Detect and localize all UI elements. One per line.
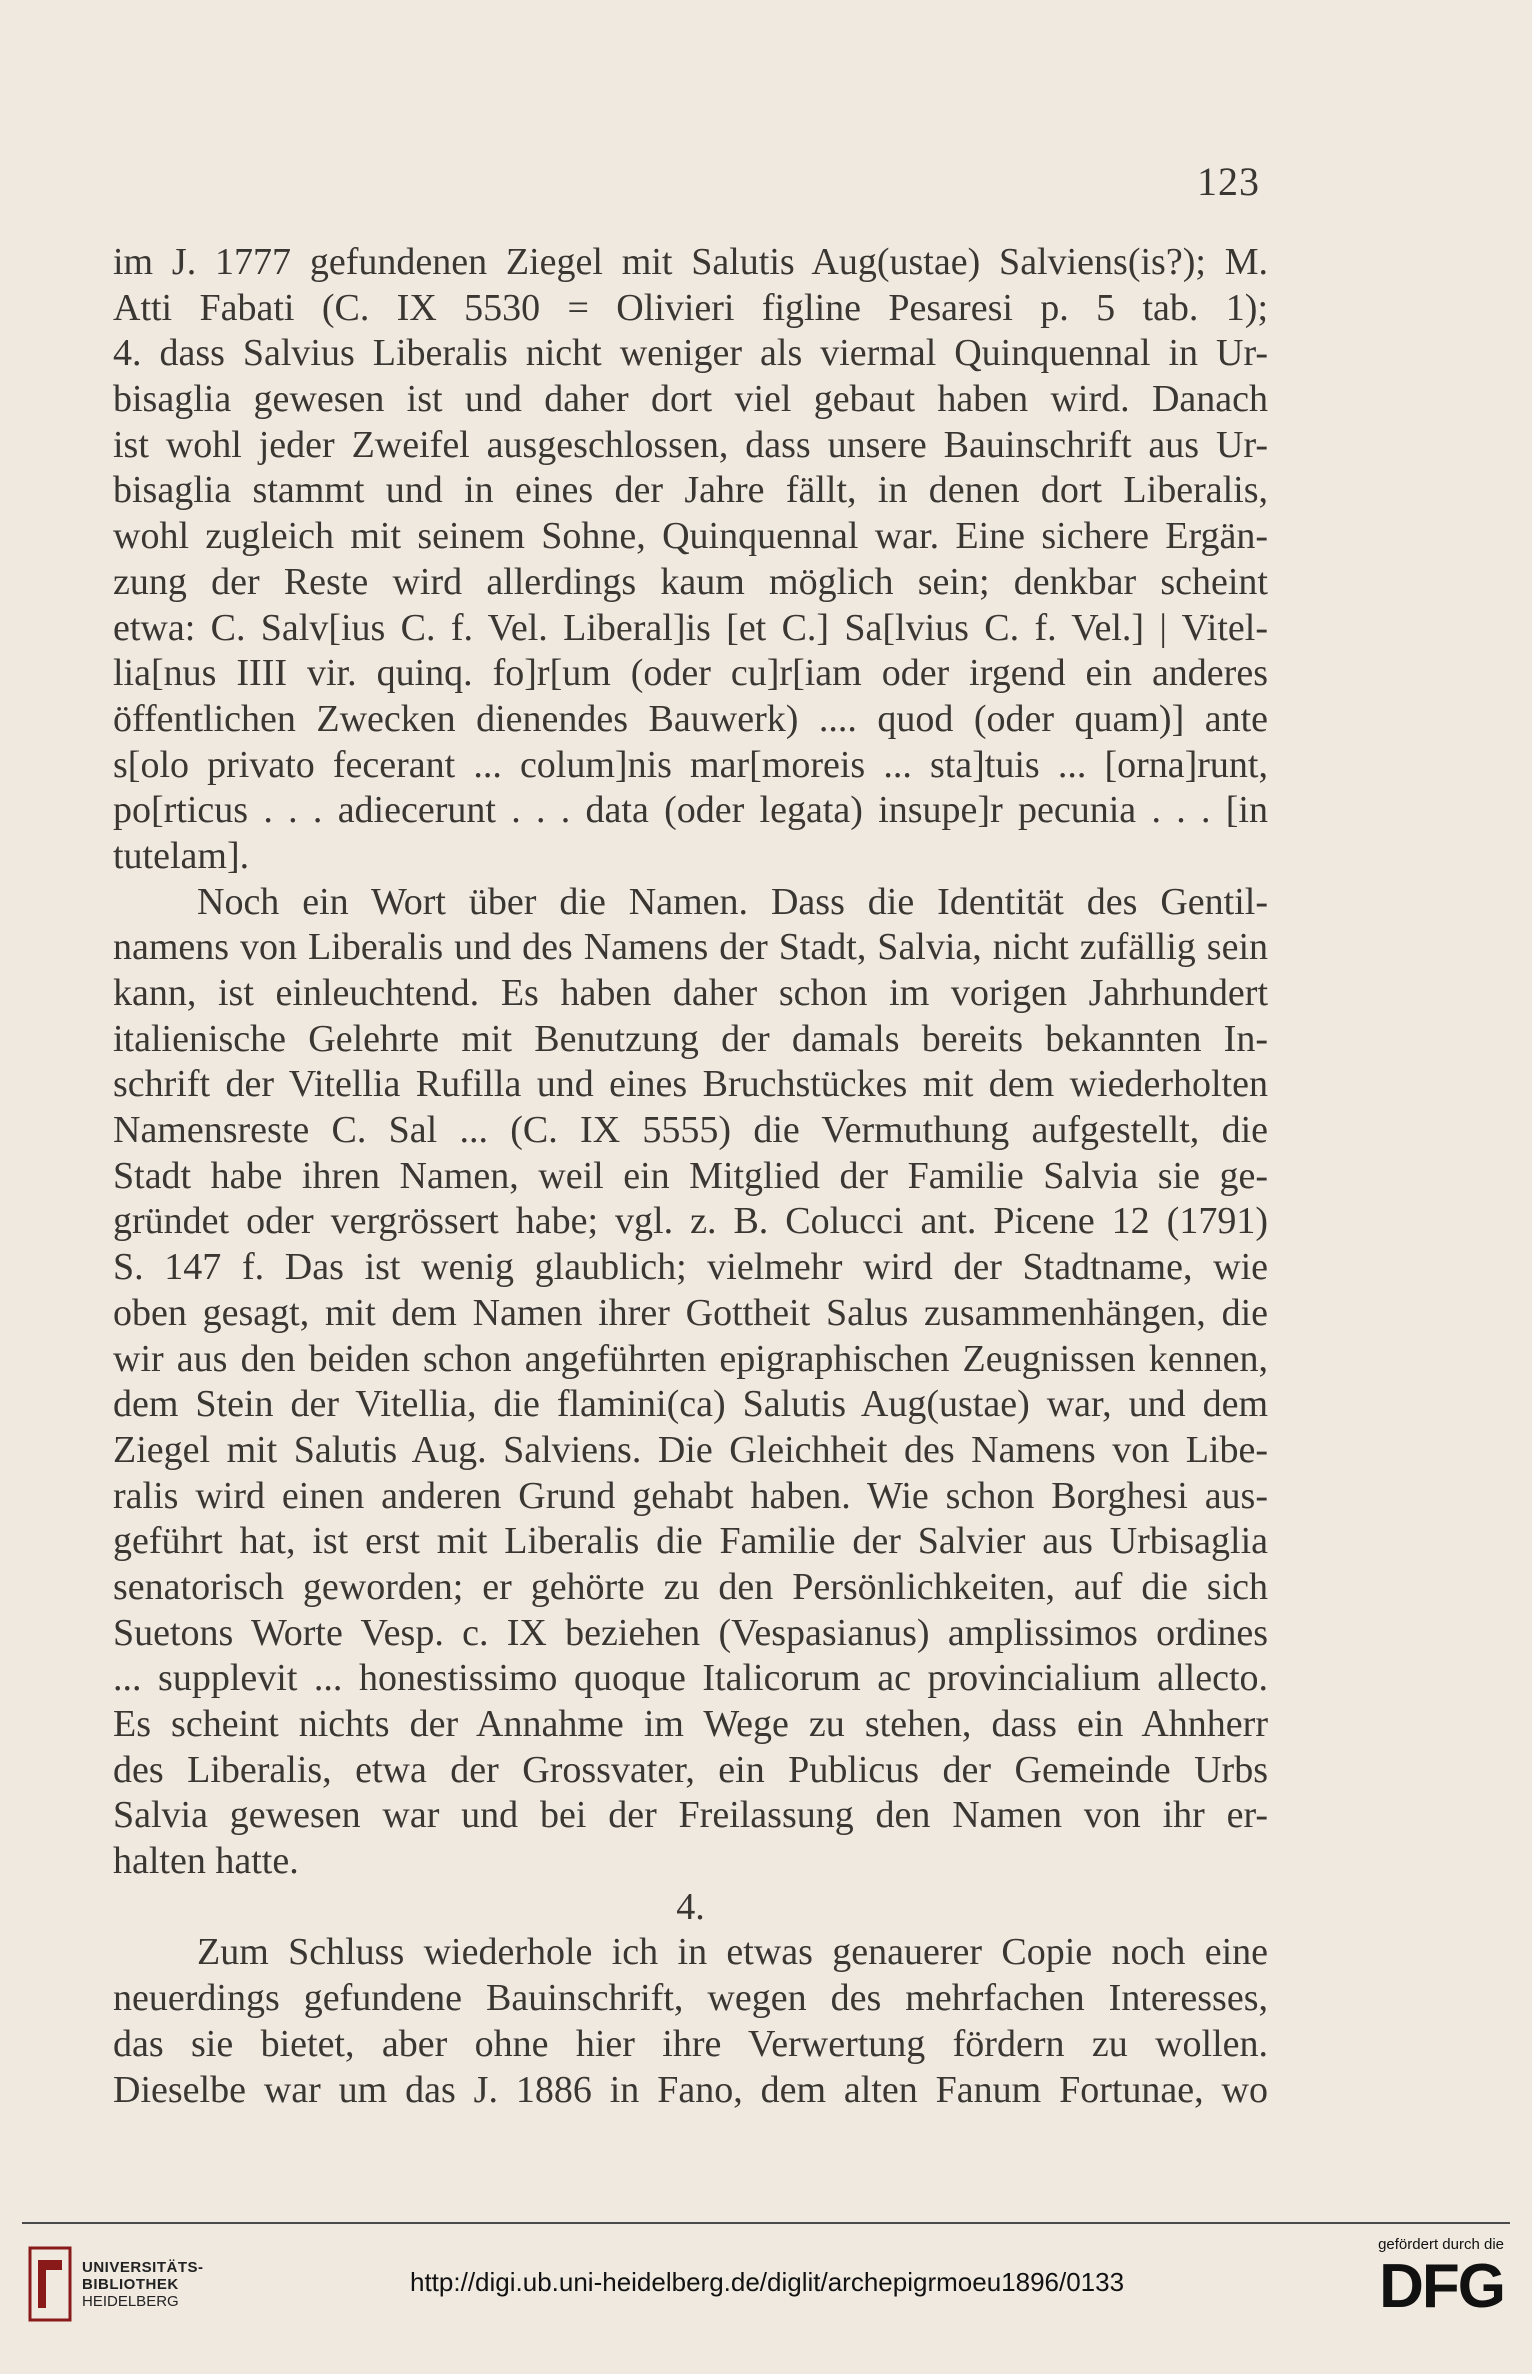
- library-name-line: UNIVERSITÄTS-: [82, 2258, 204, 2276]
- text-line: halten hatte.: [113, 1840, 299, 1883]
- library-name-line: HEIDELBERG: [82, 2292, 179, 2310]
- text-line: geführt hat, ist erst mit Liberalis die Familie der Salvier aus Urbisaglia: [113, 1520, 1268, 1563]
- text-line: zung der Reste wird allerdings kaum möglich sein; denkbar scheint: [113, 560, 1268, 603]
- section-heading: 4.: [676, 1885, 705, 1928]
- text-line: gründet oder vergrössert habe; vgl. z. B. Colucci ant. Picene 12 (1791): [113, 1200, 1268, 1243]
- funder-logo: [1378, 2236, 1504, 2321]
- text-line: Salvia gewesen war und bei der Freilassung den Namen von ihr er-: [113, 1794, 1268, 1837]
- text-line: dem Stein der Vitellia, die flamini(ca) Salutis Aug(ustae) war, und dem: [113, 1383, 1268, 1426]
- text-line: wohl zugleich mit seinem Sohne, Quinquennal war. Eine sichere Ergän-: [113, 515, 1268, 558]
- text-line: das sie bietet, aber ohne hier ihre Verwertung fördern zu wollen.: [113, 2022, 1268, 2065]
- text-line: schrift der Vitellia Rufilla und eines Bruchstückes mit dem wiederholten: [113, 1063, 1268, 1106]
- text-line: Es scheint nichts der Annahme im Wege zu stehen, dass ein Ahnherr: [113, 1703, 1268, 1745]
- text-line: des Liberalis, etwa der Grossvater, ein Publicus der Gemeinde Urbs: [113, 1748, 1268, 1791]
- text-line: 4. dass Salvius Liberalis nicht weniger als viermal Quinquennal in Ur-: [113, 332, 1268, 375]
- library-logo-icon: [28, 2246, 72, 2322]
- text-line: namens von Liberalis und des Namens der Stadt, Salvia, nicht zufällig sein: [113, 926, 1268, 969]
- text-line: oben gesagt, mit dem Namen ihrer Gottheit Salus zusammenhängen, die: [113, 1291, 1268, 1334]
- text-line: Stadt habe ihren Namen, weil ein Mitglied der Familie Salvia sie ge-: [113, 1154, 1268, 1197]
- library-logo: [28, 2246, 204, 2322]
- text-line: Atti Fabati (C. IX 5530 = Olivieri figline Pesaresi p. 5 tab. 1);: [113, 286, 1268, 329]
- body-text: [113, 240, 1268, 2113]
- library-name-line: BIBLIOTHEK: [82, 2275, 179, 2293]
- text-line: Ziegel mit Salutis Aug. Salviens. Die Gleichheit des Namens von Libe-: [113, 1428, 1268, 1471]
- text-line: öffentlichen Zwecken dienendes Bauwerk) .... quod (oder quam)] ante: [113, 697, 1268, 740]
- text-line: Noch ein Wort über die Namen. Dass die Identität des Gentil-: [197, 880, 1268, 923]
- text-line: ralis wird einen anderen Grund gehabt haben. Wie schon Borghesi aus-: [113, 1474, 1268, 1517]
- text-line: etwa: C. Salv[ius C. f. Vel. Liberal]is [et C.] Sa[lvius C. f. Vel.] | Vitel-: [113, 606, 1268, 649]
- text-line: lia[nus IIII vir. quinq. fo]r[um (oder cu]r[iam oder irgend ein anderes: [113, 652, 1268, 695]
- text-line: po[rticus . . . adiecerunt . . . data (oder legata) insupe]r pecunia . . . [in: [113, 789, 1268, 832]
- text-line: s[olo privato fecerant ... colum]nis mar[moreis ... sta]tuis ... [orna]runt,: [113, 743, 1268, 786]
- text-line: ... supplevit ... honestissimo quoque Italicorum ac provincialium allecto.: [113, 1657, 1268, 1700]
- text-line: ist wohl jeder Zweifel ausgeschlossen, dass unsere Bauinschrift aus Ur-: [113, 423, 1268, 466]
- funded-by-label: gefördert durch die: [1378, 2236, 1504, 2253]
- text-line: neuerdings gefundene Bauinschrift, wegen des mehrfachen Interesses,: [113, 1977, 1268, 2020]
- text-line: Dieselbe war um das J. 1886 in Fano, dem alten Fanum Fortunae, wo: [113, 2068, 1268, 2111]
- text-line: senatorisch geworden; er gehörte zu den Persönlichkeiten, auf die sich: [113, 1565, 1268, 1608]
- text-line: bisaglia gewesen ist und daher dort viel gebaut haben wird. Danach: [113, 378, 1268, 421]
- text-line: im J. 1777 gefundenen Ziegel mit Salutis Aug(ustae) Salviens(is?); M.: [113, 241, 1268, 283]
- text-line: S. 147 f. Das ist wenig glaublich; vielmehr wird der Stadtname, wie: [113, 1246, 1268, 1289]
- footer-divider: [22, 2222, 1510, 2224]
- text-line: italienische Gelehrte mit Benutzung der damals bereits bekannten In-: [113, 1017, 1268, 1060]
- source-url[interactable]: http://digi.ub.uni-heidelberg.de/diglit/archepigrmoeu1896/0133: [410, 2267, 1125, 2297]
- dfg-logo-text: DFG: [1379, 2252, 1504, 2321]
- page-number: 123: [1197, 159, 1260, 204]
- text-line: Namensreste C. Sal ... (C. IX 5555) die Vermuthung aufgestellt, die: [113, 1109, 1268, 1152]
- text-line: Zum Schluss wiederhole ich in etwas genauerer Copie noch eine: [197, 1931, 1268, 1974]
- text-line: bisaglia stammt und in eines der Jahre fällt, in denen dort Liberalis,: [113, 469, 1268, 512]
- text-line: kann, ist einleuchtend. Es haben daher schon im vorigen Jahrhundert: [113, 972, 1268, 1014]
- text-line: Suetons Worte Vesp. c. IX beziehen (Vespasianus) amplissimos ordines: [113, 1611, 1268, 1654]
- text-line: tutelam].: [113, 834, 250, 877]
- text-line: wir aus den beiden schon angeführten epigraphischen Zeugnissen kennen,: [113, 1337, 1268, 1380]
